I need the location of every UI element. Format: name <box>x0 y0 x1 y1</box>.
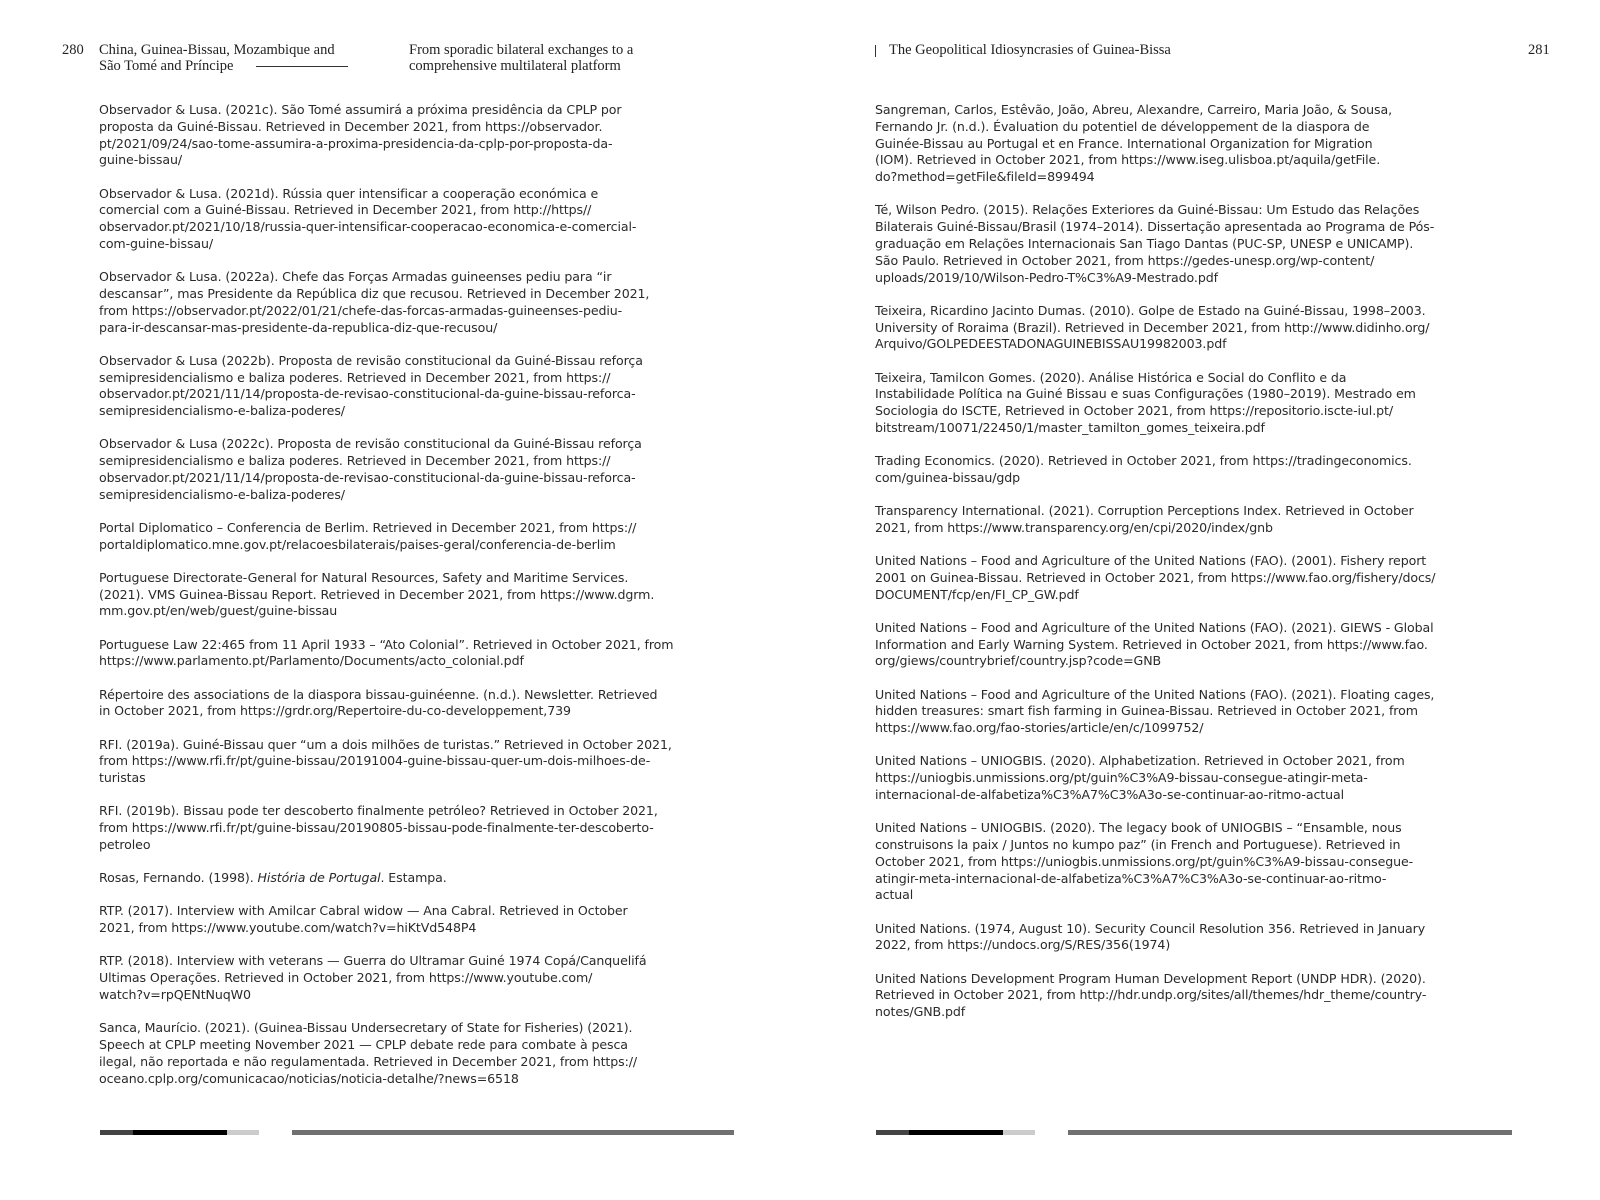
reference: United Nations – Food and Agriculture of the United Nations (FAO). (2001). Fishery report 2001 on Guinea-Bissau. Retrieved in October 2021, from https://www.fao.org/fishery/docs/ DOCUMENT/fcp/en/FI_CP_GW.pdf <box>875 553 1436 602</box>
reference: Répertoire des associations de la diaspora bissau-guinéenne. (n.d.). Newsletter. Retrieved in October 2021, from https://grdr.org/Repertoire-du-co-developpement,739 <box>99 686 658 719</box>
footer-bar-segment <box>1068 1130 1512 1135</box>
page-number: 280 <box>62 42 84 58</box>
reference: Observador & Lusa (2022b). Proposta de revisão constitucional da Guiné-Bissau reforça semipresidencialismo e baliza poderes. Retrieved in December 2021, from https:// observador.pt/2021/11/14/proposta-de-revisao-constitucional-da-guine-bissau-reforca- semipresidencialismo-e-baliza-poderes/ <box>99 352 643 419</box>
reference: Observador & Lusa. (2022a). Chefe das Forças Armadas guineenses pediu para “ir descansar”, mas Presidente da República diz que recusou. Retrieved in December 2021, from https://observador.pt/2022/01/21/chefe-das-forcas-armadas-guineenses-pediu- para-ir-descansar-mas-presidente-da-republica-diz-que-recusou/ <box>99 269 650 335</box>
running-head-chapter: The Geopolitical Idiosyncrasies of Guinea-Bissa <box>889 42 1171 58</box>
header-rule <box>256 66 348 67</box>
reference: United Nations – Food and Agriculture of the United Nations (FAO). (2021). Floating cages, hidden treasures: smart fish farming in Guinea-Bissau. Retrieved in October 2021, from https://www.fao.org/fao-stories/article/en/c/1099752/ <box>875 686 1435 736</box>
footer-bar-segment <box>100 1130 133 1135</box>
reference <box>99 870 739 887</box>
reference: Portal Diplomatico – Conferencia de Berlim. Retrieved in December 2021, from https:// portaldiplomatico.mne.gov.pt/relacoesbilaterais/paises-geral/conferencia-de-berlim <box>99 519 637 552</box>
reference: United Nations – UNIOGBIS. (2020). The legacy book of UNIOGBIS – “Ensamble, nous construisons la paix / Juntos no kumpo paz” (in French and Portuguese). Retrieved in October 2021, from https://uniogbis.unmissions.org/pt/guin%C3%A9-bissau-consegue- atingir-meta-internacional-de-alfabetiza%C3%A7%C3%A3o-se-continuar-ao-ritmo- actual <box>875 820 1414 903</box>
reference: United Nations – Food and Agriculture of the United Nations (FAO). (2021). GIEWS - Global Information and Early Warning System. Retrieved in October 2021, from https://www.fao. org/giews/countrybrief/country.jsp?code=GNB <box>875 619 1434 669</box>
reference-text: . Estampa. <box>380 870 447 886</box>
header-divider <box>875 45 876 57</box>
running-head-chapter: From sporadic bilateral exchanges to a comprehensive multilateral platform <box>409 42 634 74</box>
reference: RTP. (2018). Interview with veterans — Guerra do Ultramar Guiné 1974 Copá/Canquelifá Ultimas Operações. Retrieved in October 2021, from https://www.youtube.com/ watch?v=rpQENtNuqW0 <box>99 953 647 1002</box>
reference: Sanca, Maurício. (2021). (Guinea-Bissau Undersecretary of State for Fisheries) (2021). Speech at CPLP meeting November 2021 — CPLP debate rede para combate à pesca ilegal, não reportada e não regulamentada. Retrieved in December 2021, from https:// oceano.cplp.org/comunicacao/noticias/noticia-detalhe/?news=6518 <box>99 1020 638 1086</box>
footer-bar-segment <box>227 1130 259 1135</box>
reference-text: Rosas, Fernando. (1998). <box>99 870 258 886</box>
reference: Transparency International. (2021). Corruption Perceptions Index. Retrieved in October 2021, from https://www.transparency.org/en/cpi/2020/index/gnb <box>875 503 1414 535</box>
reference: Sangreman, Carlos, Estêvão, João, Abreu, Alexandre, Carreiro, Maria João, & Sousa, Fernando Jr. (n.d.). Évaluation du potentiel de développement de la diaspora de Guinée-Bissau au Portugal et en France. International Organization for Migration (IOM). Retrieved in October 2021, from https://www.iseg.ulisboa.pt/aquila/getFile. do?method=getFile&fileId=899494 <box>875 102 1393 185</box>
running-head-book: China, Guinea-Bissau, Mozambique and São Tomé and Príncipe <box>99 42 335 74</box>
reference: Observador & Lusa. (2021c). São Tomé assumirá a próxima presidência da CPLP por proposta da Guiné-Bissau. Retrieved in December 2021, from https://observador. pt/2021/09/24/sao-tome-assumira-a-proxima-presidencia-da-cplp-por-proposta-da- guine-bissau/ <box>99 102 622 168</box>
reference: RTP. (2017). Interview with Amilcar Cabral widow — Ana Cabral. Retrieved in October 2021, from https://www.youtube.com/watch?v=hiKtVd548P4 <box>99 903 628 936</box>
reference: United Nations Development Program Human Development Report (UNDP HDR). (2020). Retrieved in October 2021, from http://hdr.undp.org/sites/all/themes/hdr_theme/country- notes/GNB.pdf <box>875 970 1427 1020</box>
reference: Té, Wilson Pedro. (2015). Relações Exteriores da Guiné-Bissau: Um Estudo das Relações Bilaterais Guiné-Bissau/Brasil (1974–2014). Dissertação apresentada ao Programa de Pós- graduação em Relações Internacionais San Tiago Dantas (PUC-SP, UNESP e UNICAMP). São Paulo. Retrieved in October 2021, from https://gedes-unesp.org/wp-content/ uploads/2019/10/Wilson-Pedro-T%C3%A9-Mestrado.pdf <box>875 202 1435 285</box>
reference: Trading Economics. (2020). Retrieved in October 2021, from https://tradingeconomics. com/guinea-bissau/gdp <box>875 453 1412 485</box>
footer-bar-segment <box>133 1130 227 1135</box>
reference: Teixeira, Tamilcon Gomes. (2020). Análise Histórica e Social do Conflito e da Instabilidade Política na Guiné Bissau e suas Configurações (1980–2019). Mestrado em Sociologia do ISCTE, Retrieved in October 2021, from https://repositorio.iscte-iul.pt/ bitstream/10071/22450/1/master_tamilton_gomes_teixeira.pdf <box>875 369 1416 435</box>
reference: Portuguese Directorate-General for Natural Resources, Safety and Maritime Services. (2021). VMS Guinea-Bissau Report. Retrieved in December 2021, from https://www.dgrm. mm.gov.pt/en/web/guest/guine-bissau <box>99 569 655 619</box>
reference: Teixeira, Ricardino Jacinto Dumas. (2010). Golpe de Estado na Guiné-Bissau, 1998–2003. University of Roraima (Brazil). Retrieved in December 2021, from http://www.didinho.org/ Arquivo/GOLPEDEESTADONAGUINEBISSAU19982003.pdf <box>875 302 1430 352</box>
page-number: 281 <box>1528 42 1550 58</box>
reference-title: História de Portugal <box>257 870 381 886</box>
reference: Observador & Lusa. (2021d). Rússia quer intensificar a cooperação económica e comercial com a Guiné-Bissau. Retrieved in December 2021, from http://https// observador.pt/2021/10/18/russia-quer-intensificar-cooperacao-economica-e-comercial- com-guine-bissau/ <box>99 185 637 251</box>
reference: United Nations – UNIOGBIS. (2020). Alphabetization. Retrieved in October 2021, from https://uniogbis.unmissions.org/pt/guin%C3%A9-bissau-consegue-atingir-meta- internacional-de-alfabetiza%C3%A7%C3%A3o-se-continuar-ao-ritmo-actual <box>875 753 1405 803</box>
footer-bar-segment <box>1003 1130 1035 1135</box>
reference: RFI. (2019a). Guiné-Bissau quer “um a dois milhões de turistas.” Retrieved in October 2021, from https://www.rfi.fr/pt/guine-bissau/20191004-guine-bissau-quer-um-dois-milhoes-de- turistas <box>99 736 672 786</box>
reference: Portuguese Law 22:465 from 11 April 1933 – “Ato Colonial”. Retrieved in October 2021, from https://www.parlamento.pt/Parlamento/Documents/acto_colonial.pdf <box>99 636 674 669</box>
footer-bar-segment <box>876 1130 909 1135</box>
reference-list-right <box>875 102 1515 1037</box>
footer-bar-segment <box>292 1130 734 1135</box>
reference: United Nations. (1974, August 10). Security Council Resolution 356. Retrieved in January 2022, from https://undocs.org/S/RES/356(1974) <box>875 920 1426 953</box>
footer-bar-segment <box>909 1130 1003 1135</box>
reference: RFI. (2019b). Bissau pode ter descoberto finalmente petróleo? Retrieved in October 2021, from https://www.rfi.fr/pt/guine-bissau/20190805-bissau-pode-finalmente-ter-descoberto- petroleo <box>99 803 658 852</box>
reference: Observador & Lusa (2022c). Proposta de revisão constitucional da Guiné-Bissau reforça semipresidencialismo e baliza poderes. Retrieved in December 2021, from https:// observador.pt/2021/11/14/proposta-de-revisao-constitucional-da-guine-bissau-reforca- semipresidencialismo-e-baliza-poderes/ <box>99 436 642 502</box>
reference-list-left <box>99 102 739 1104</box>
